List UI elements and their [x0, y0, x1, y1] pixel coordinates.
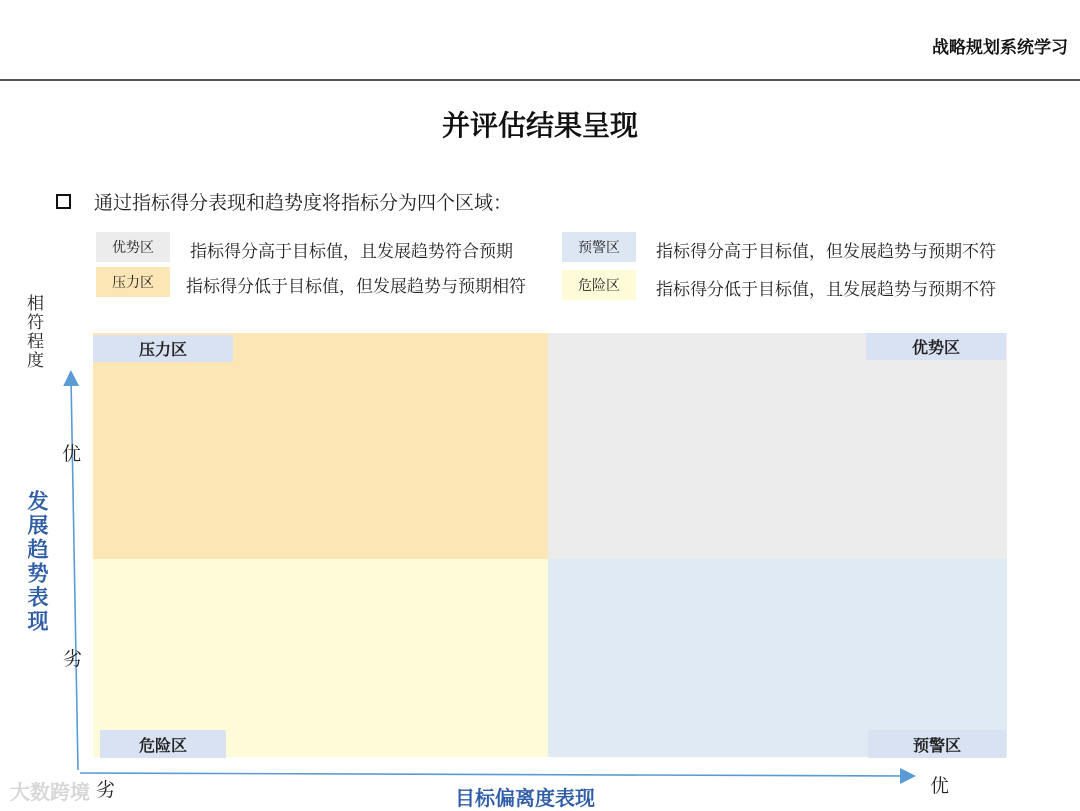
legend-desc-advantage: 指标得分高于目标值，且发展趋势符合预期: [190, 242, 513, 262]
x-tick-low: 劣: [96, 779, 116, 801]
watermark-text: 大数跨境: [10, 780, 90, 804]
x-axis-label: 目标偏离度表现: [455, 786, 595, 810]
y-axis-label: 发展趋势表现: [25, 490, 49, 634]
legend-tag-pressure: 压力区: [96, 267, 170, 297]
legend-tag-warning: 预警区: [562, 232, 636, 262]
legend-desc-danger: 指标得分低于目标值，且发展趋势与预期不符: [656, 280, 996, 300]
legend-desc-warning: 指标得分高于目标值，但发展趋势与预期不符: [656, 242, 996, 262]
quadrant-label-danger: 危险区: [100, 730, 226, 758]
y-tick-high: 优: [62, 443, 82, 465]
y-tick-low: 劣: [63, 648, 83, 670]
quadrant-label-warning: 预警区: [868, 730, 1006, 758]
legend-tag-danger: 危险区: [562, 270, 636, 300]
y-axis-arrow: [71, 378, 78, 770]
x-tick-high: 优: [930, 775, 950, 797]
legend-desc-pressure: 指标得分低于目标值，但发展趋势与预期相符: [186, 277, 526, 297]
intro-text: 通过指标得分表现和趋势度将指标分为四个区域：: [94, 192, 513, 214]
legend-tag-advantage: 优势区: [96, 232, 170, 262]
quadrant-label-advantage: 优势区: [866, 333, 1006, 360]
x-axis-arrow: [80, 773, 908, 776]
y-axis-small-label: 相符程度: [23, 294, 43, 370]
quadrant-label-pressure: 压力区: [93, 335, 233, 362]
page-title: 并评估结果呈现: [441, 109, 638, 142]
header-title: 战略规划系统学习: [932, 38, 1068, 58]
watermark-logo: [10, 776, 90, 805]
